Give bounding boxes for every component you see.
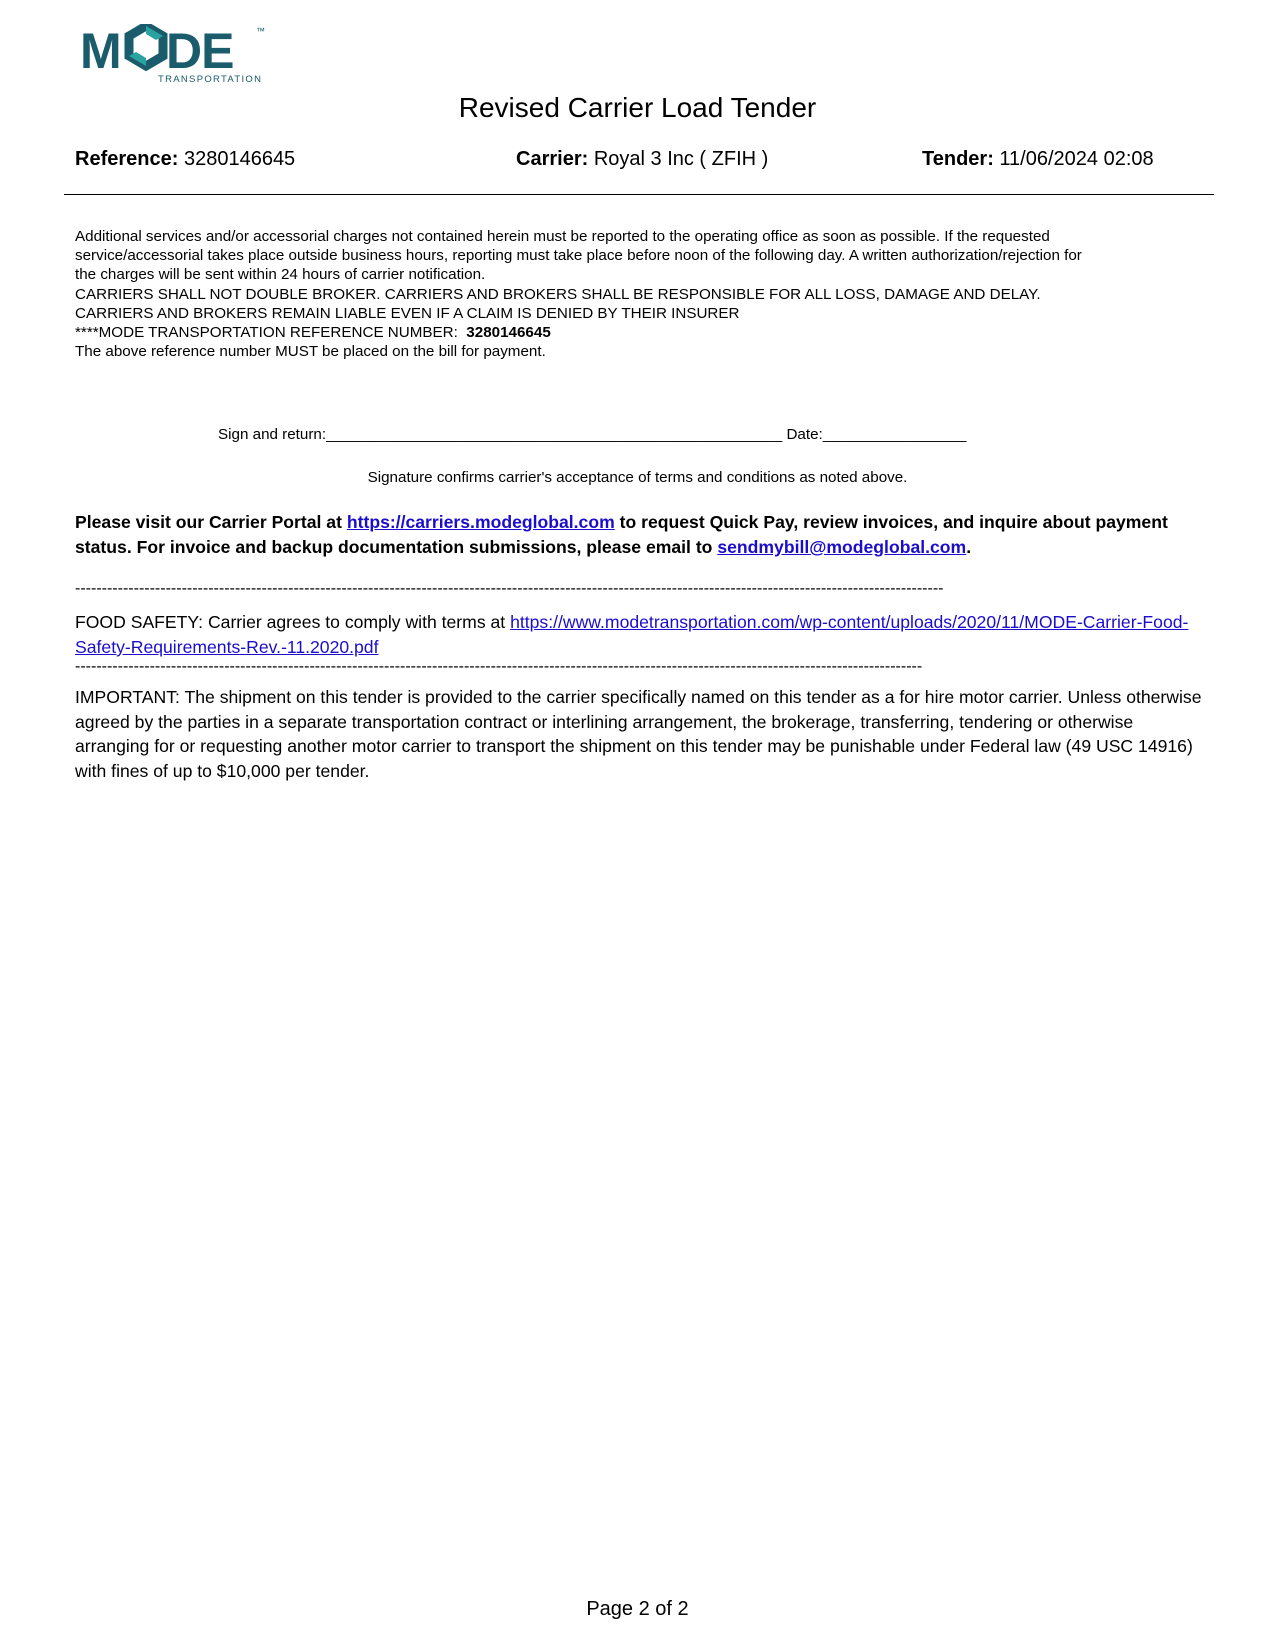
terms-line: service/accessorial takes place outside business hours, reporting must take place before noon of the following day. A written authorization/rejection for xyxy=(75,247,1082,265)
signature-line xyxy=(218,426,966,443)
header-divider xyxy=(64,194,1214,195)
svg-text:™: ™ xyxy=(256,26,265,36)
terms-line: the charges will be sent within 24 hours of carrier notification. xyxy=(75,266,486,284)
reference-label: Reference: xyxy=(75,148,179,170)
reference-number-line xyxy=(75,323,1205,342)
food-safety-link[interactable]: https://www.modetransportation.com/wp-content/uploads/2020/11/MODE-Carrier-Food-Safety-Requirements-Rev.-11.2020.pdf xyxy=(75,612,1189,657)
date-blank[interactable]: _________________ xyxy=(822,426,967,443)
signature-confirmation: Signature confirms carrier's acceptance of terms and conditions as noted above. xyxy=(367,469,908,486)
portal-text: Please visit our Carrier Portal at xyxy=(75,512,347,532)
date-label: Date: xyxy=(786,426,823,443)
reference-value: 3280146645 xyxy=(183,148,296,170)
logo-hexagon-icon xyxy=(129,26,163,66)
carrier-label: Carrier: xyxy=(516,148,589,170)
terms-block xyxy=(75,227,1205,361)
reference-field xyxy=(75,148,295,171)
tender-value: 11/06/2024 02:08 xyxy=(999,148,1154,170)
carrier-value: Royal 3 Inc ( ZFIH ) xyxy=(593,148,769,170)
document-title: Revised Carrier Load Tender xyxy=(458,92,817,123)
mode-logo xyxy=(80,24,280,84)
terms-line: CARRIERS SHALL NOT DOUBLE BROKER. CARRIERS AND BROKERS SHALL BE RESPONSIBLE FOR ALL LOSS, DAMAGE AND DELAY. xyxy=(75,285,1041,303)
food-safety-text: FOOD SAFETY: Carrier agrees to comply with terms at xyxy=(75,612,511,632)
food-safety-notice xyxy=(75,610,1225,660)
dashed-separator: --------------------------------------------------------------------------------------------------------------------------------------------------------------- xyxy=(75,658,923,675)
sign-label: Sign and return: xyxy=(218,426,327,443)
carrier-portal-notice xyxy=(75,510,1225,560)
dashed-separator: ------------------------------------------------------------------------------------------------------------------------------------------------------------------- xyxy=(75,580,944,597)
svg-text:TRANSPORTATION: TRANSPORTATION xyxy=(158,74,263,84)
terms-line: The above reference number MUST be placed on the bill for payment. xyxy=(75,343,546,361)
sendmybill-email-link[interactable]: sendmybill@modeglobal.com xyxy=(717,537,967,557)
carrier-field xyxy=(516,148,768,171)
terms-line: CARRIERS AND BROKERS REMAIN LIABLE EVEN IF A CLAIM IS DENIED BY THEIR INSURER xyxy=(75,304,740,322)
terms-line: Additional services and/or accessorial charges not contained herein must be reported to the operating office as soon as possible. If the requested xyxy=(75,228,1050,245)
tender-field xyxy=(922,148,1154,171)
sign-blank[interactable]: ______________________________________________________ xyxy=(326,426,783,443)
svg-text:M: M xyxy=(80,24,121,79)
page-number: Page 2 of 2 xyxy=(586,1598,689,1620)
reference-number-label: ****MODE TRANSPORTATION REFERENCE NUMBER: xyxy=(75,324,458,342)
tender-label: Tender: xyxy=(922,148,994,170)
important-notice: IMPORTANT: The shipment on this tender is provided to the carrier specifically named on this tender as a for hire motor carrier. Unless otherwise agreed by the parties in a separate transportation contract or interlining arrangement, the brokerage, transferring, tendering or otherwise arranging for or requesting another motor carrier to transport the shipment on this tender may be punishable under Federal law (49 USC 14916) with fines of up to $10,000 per tender. xyxy=(75,687,1202,781)
portal-text: . xyxy=(966,537,972,557)
svg-text:DE: DE xyxy=(166,24,234,79)
carrier-portal-link[interactable]: https://carriers.modeglobal.com xyxy=(346,512,615,532)
reference-number-value: 3280146645 xyxy=(466,324,551,342)
portal-text: to request Quick Pay, review invoices, and inquire about payment status. For invoice and backup documentation submissions, please email to xyxy=(75,512,1168,557)
